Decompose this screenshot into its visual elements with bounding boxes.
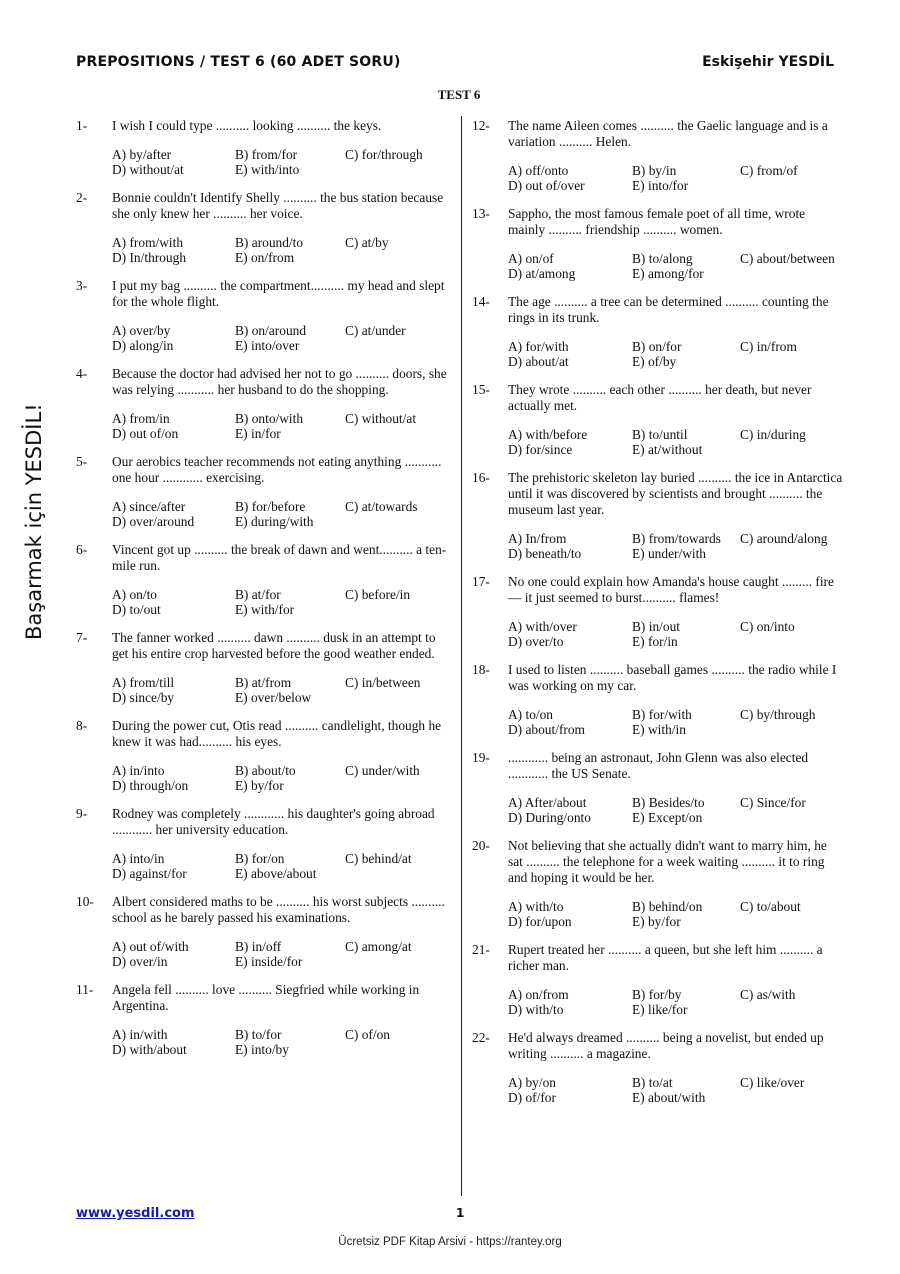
answer-option: D) at/among bbox=[508, 266, 576, 281]
question-text: I used to listen .......... baseball games .......... the radio while I was working on my car. bbox=[508, 662, 837, 693]
question-item bbox=[76, 454, 454, 529]
question-text: Rupert treated her .......... a queen, but she left him .......... a richer man. bbox=[508, 942, 823, 973]
answer-option: A) with/over bbox=[508, 619, 577, 634]
question-number: 4- bbox=[76, 366, 88, 381]
question-item bbox=[472, 574, 844, 649]
question-text: Albert considered maths to be .......... his worst subjects .......... school as he barely passed his examinations. bbox=[112, 894, 445, 925]
answer-option: A) from/with bbox=[112, 235, 184, 250]
answer-option: B) by/in bbox=[632, 163, 677, 178]
answer-options bbox=[508, 531, 844, 561]
question-number: 18- bbox=[472, 662, 490, 677]
question-item bbox=[472, 294, 844, 369]
answer-option: B) Besides/to bbox=[632, 795, 705, 810]
question-text: Vincent got up .......... the break of dawn and went.......... a ten-mile run. bbox=[112, 542, 447, 573]
question-text: ............ being an astronaut, John Glenn was also elected ............ the US Senate. bbox=[508, 750, 809, 781]
document-header-title: PREPOSITIONS / TEST 6 (60 ADET SORU) bbox=[76, 54, 401, 70]
question-number: 11- bbox=[76, 982, 94, 997]
answer-option: E) with/in bbox=[632, 722, 686, 737]
answer-options bbox=[112, 411, 454, 441]
answer-options bbox=[112, 587, 454, 617]
question-number: 3- bbox=[76, 278, 88, 293]
answer-option: C) in/from bbox=[740, 339, 797, 354]
question-text: The prehistoric skeleton lay buried .......... the ice in Antarctica until it was discovered by scientists and brought .......... the museum last year. bbox=[508, 470, 843, 517]
answer-option: E) Except/on bbox=[632, 810, 703, 825]
question-text: The name Aileen comes .......... the Gaelic language and is a variation .......... Helen. bbox=[508, 118, 828, 149]
question-text: Rodney was completely ............ his daughter's going abroad ............ her university education. bbox=[112, 806, 435, 837]
answer-option: E) on/from bbox=[235, 250, 295, 265]
question-text: Because the doctor had advised her not to go .......... doors, she was relying ........... her husband to do the shopping. bbox=[112, 366, 447, 397]
answer-option: E) of/by bbox=[632, 354, 677, 369]
answer-option: E) inside/for bbox=[235, 954, 303, 969]
answer-option: C) on/into bbox=[740, 619, 795, 634]
test-title: TEST 6 bbox=[437, 87, 481, 102]
questions-column-right bbox=[472, 118, 844, 1118]
answer-options bbox=[112, 851, 454, 881]
answer-option: A) since/after bbox=[112, 499, 186, 514]
question-item bbox=[76, 982, 454, 1057]
answer-options bbox=[112, 1027, 454, 1057]
answer-options bbox=[508, 163, 844, 193]
answer-options bbox=[508, 987, 844, 1017]
answer-option: B) in/off bbox=[235, 939, 282, 954]
answer-option: B) for/on bbox=[235, 851, 285, 866]
answer-option: B) for/by bbox=[632, 987, 682, 1002]
answer-option: B) to/along bbox=[632, 251, 693, 266]
answer-option: D) to/out bbox=[112, 602, 161, 617]
answer-option: E) under/with bbox=[632, 546, 707, 561]
question-item bbox=[472, 750, 844, 825]
question-number: 13- bbox=[472, 206, 490, 221]
question-text: I put my bag .......... the compartment.......... my head and slept for the whole flight. bbox=[112, 278, 445, 309]
answer-options bbox=[112, 675, 454, 705]
answer-option: E) during/with bbox=[235, 514, 314, 529]
question-number: 16- bbox=[472, 470, 490, 485]
question-text: Our aerobics teacher recommends not eating anything ........... one hour ............ exercising. bbox=[112, 454, 442, 485]
question-number: 10- bbox=[76, 894, 94, 909]
answer-option: C) as/with bbox=[740, 987, 796, 1002]
answer-options bbox=[508, 1075, 844, 1105]
question-item bbox=[76, 806, 454, 881]
answer-option: D) with/about bbox=[112, 1042, 187, 1057]
question-number: 15- bbox=[472, 382, 490, 397]
answer-option: A) from/till bbox=[112, 675, 175, 690]
question-number: 19- bbox=[472, 750, 490, 765]
answer-option: D) since/by bbox=[112, 690, 175, 705]
question-number: 22- bbox=[472, 1030, 490, 1045]
question-item bbox=[472, 838, 844, 929]
answer-option: B) for/with bbox=[632, 707, 692, 722]
answer-option: E) about/with bbox=[632, 1090, 706, 1105]
answer-option: A) in/with bbox=[112, 1027, 168, 1042]
question-item bbox=[472, 118, 844, 193]
question-number: 1- bbox=[76, 118, 88, 133]
answer-option: B) in/out bbox=[632, 619, 680, 634]
answer-option: D) through/on bbox=[112, 778, 189, 793]
answer-option: C) from/of bbox=[740, 163, 798, 178]
answer-option: C) of/on bbox=[345, 1027, 391, 1042]
answer-options bbox=[112, 939, 454, 969]
answer-option: C) at/by bbox=[345, 235, 389, 250]
answer-option: C) about/between bbox=[740, 251, 835, 266]
answer-option: D) over/to bbox=[508, 634, 564, 649]
question-item bbox=[76, 190, 454, 265]
answer-option: C) among/at bbox=[345, 939, 412, 954]
answer-option: E) with/for bbox=[235, 602, 295, 617]
answer-option: C) under/with bbox=[345, 763, 420, 778]
answer-option: C) at/under bbox=[345, 323, 406, 338]
page-number: 1 bbox=[456, 1206, 465, 1220]
answer-option: A) with/before bbox=[508, 427, 588, 442]
answer-option: D) of/for bbox=[508, 1090, 556, 1105]
answer-option: D) with/to bbox=[508, 1002, 564, 1017]
question-number: 8- bbox=[76, 718, 88, 733]
answer-option: E) in/for bbox=[235, 426, 281, 441]
question-text: Sappho, the most famous female poet of all time, wrote mainly .......... friendship .......... women. bbox=[508, 206, 806, 237]
question-number: 20- bbox=[472, 838, 490, 853]
answer-option: E) like/for bbox=[632, 1002, 688, 1017]
answer-option: C) like/over bbox=[740, 1075, 805, 1090]
answer-option: E) over/below bbox=[235, 690, 312, 705]
answer-option: D) against/for bbox=[112, 866, 187, 881]
answer-options bbox=[112, 763, 454, 793]
answer-option: B) to/until bbox=[632, 427, 688, 442]
question-item bbox=[76, 894, 454, 969]
answer-options bbox=[112, 499, 454, 529]
answer-option: C) at/towards bbox=[345, 499, 418, 514]
question-text: The fanner worked .......... dawn .......... dusk in an attempt to get his entire crop harvested before the good weather ended. bbox=[112, 630, 436, 661]
answer-option: D) In/through bbox=[112, 250, 187, 265]
question-text: I wish I could type .......... looking .......... the keys. bbox=[112, 118, 382, 133]
side-slogan: Başarmak için YESDİL! bbox=[22, 403, 46, 640]
question-number: 7- bbox=[76, 630, 88, 645]
answer-option: E) above/about bbox=[235, 866, 317, 881]
question-number: 12- bbox=[472, 118, 490, 133]
answer-option: C) behind/at bbox=[345, 851, 412, 866]
question-item bbox=[472, 1030, 844, 1105]
answer-option: B) on/for bbox=[632, 339, 682, 354]
question-number: 21- bbox=[472, 942, 490, 957]
answer-options bbox=[112, 323, 454, 353]
answer-option: C) by/through bbox=[740, 707, 816, 722]
answer-option: C) in/between bbox=[345, 675, 421, 690]
answer-option: D) over/around bbox=[112, 514, 195, 529]
answer-option: D) out of/on bbox=[112, 426, 179, 441]
question-text: The age .......... a tree can be determined .......... counting the rings in its trunk. bbox=[508, 294, 829, 325]
question-text: No one could explain how Amanda's house caught ......... fire — it just seemed to burst.......... flames! bbox=[508, 574, 834, 605]
answer-option: E) for/in bbox=[632, 634, 678, 649]
question-item bbox=[472, 662, 844, 737]
answer-option: A) in/into bbox=[112, 763, 165, 778]
answer-option: E) by/for bbox=[632, 914, 681, 929]
answer-options bbox=[508, 427, 844, 457]
answer-options bbox=[508, 707, 844, 737]
answer-option: E) into/for bbox=[632, 178, 689, 193]
question-item bbox=[76, 366, 454, 441]
answer-option: B) at/from bbox=[235, 675, 292, 690]
question-number: 14- bbox=[472, 294, 490, 309]
answer-option: A) over/by bbox=[112, 323, 171, 338]
document-header-brand: Eskişehir YESDİL bbox=[702, 54, 834, 70]
answer-option: D) along/in bbox=[112, 338, 174, 353]
answer-option: B) around/to bbox=[235, 235, 304, 250]
answer-options bbox=[508, 251, 844, 281]
answer-option: B) onto/with bbox=[235, 411, 304, 426]
answer-option: C) in/during bbox=[740, 427, 806, 442]
answer-option: C) Since/for bbox=[740, 795, 806, 810]
answer-option: B) from/for bbox=[235, 147, 298, 162]
answer-option: D) out of/over bbox=[508, 178, 585, 193]
question-item bbox=[76, 118, 454, 177]
answer-option: B) on/around bbox=[235, 323, 307, 338]
answer-option: B) at/for bbox=[235, 587, 281, 602]
footer-note: Ücretsiz PDF Kitap Arsivi - https://rantey.org bbox=[338, 1236, 562, 1248]
answer-options bbox=[508, 899, 844, 929]
answer-option: D) During/onto bbox=[508, 810, 591, 825]
answer-option: A) on/from bbox=[508, 987, 569, 1002]
answer-option: A) off/onto bbox=[508, 163, 569, 178]
question-text: During the power cut, Otis read .......... candlelight, though he knew it was had.......... his eyes. bbox=[112, 718, 442, 749]
answer-option: D) about/from bbox=[508, 722, 585, 737]
question-number: 17- bbox=[472, 574, 490, 589]
answer-option: B) to/at bbox=[632, 1075, 673, 1090]
answer-option: A) out of/with bbox=[112, 939, 189, 954]
answer-options bbox=[508, 795, 844, 825]
question-number: 6- bbox=[76, 542, 88, 557]
answer-option: A) with/to bbox=[508, 899, 564, 914]
answer-option: D) about/at bbox=[508, 354, 569, 369]
column-divider bbox=[461, 116, 462, 1196]
answer-option: E) into/by bbox=[235, 1042, 289, 1057]
questions-column-left bbox=[76, 118, 454, 1070]
answer-option: E) by/for bbox=[235, 778, 284, 793]
answer-option: B) behind/on bbox=[632, 899, 703, 914]
question-item bbox=[76, 278, 454, 353]
answer-option: A) for/with bbox=[508, 339, 569, 354]
answer-option: E) among/for bbox=[632, 266, 704, 281]
website-link[interactable]: www.yesdil.com bbox=[76, 1206, 195, 1221]
question-number: 2- bbox=[76, 190, 88, 205]
question-item bbox=[472, 470, 844, 561]
answer-option: A) by/after bbox=[112, 147, 172, 162]
answer-option: A) on/to bbox=[112, 587, 158, 602]
answer-option: D) beneath/to bbox=[508, 546, 582, 561]
answer-option: A) from/in bbox=[112, 411, 170, 426]
question-item bbox=[472, 206, 844, 281]
question-number: 5- bbox=[76, 454, 88, 469]
answer-option: B) from/towards bbox=[632, 531, 721, 546]
question-text: He'd always dreamed .......... being a novelist, but ended up writing .......... a magazine. bbox=[508, 1030, 824, 1061]
answer-option: C) without/at bbox=[345, 411, 417, 426]
answer-option: D) over/in bbox=[112, 954, 168, 969]
answer-option: B) about/to bbox=[235, 763, 296, 778]
answer-option: D) for/since bbox=[508, 442, 573, 457]
answer-option: A) into/in bbox=[112, 851, 165, 866]
answer-option: B) to/for bbox=[235, 1027, 282, 1042]
question-item bbox=[472, 382, 844, 457]
answer-option: E) with/into bbox=[235, 162, 300, 177]
question-number: 9- bbox=[76, 806, 88, 821]
question-item bbox=[76, 630, 454, 705]
question-text: Bonnie couldn't Identify Shelly .......... the bus station because she only knew her .......... her voice. bbox=[112, 190, 444, 221]
answer-options bbox=[508, 619, 844, 649]
answer-options bbox=[508, 339, 844, 369]
answer-options bbox=[112, 147, 454, 177]
answer-option: C) around/along bbox=[740, 531, 828, 546]
answer-option: E) at/without bbox=[632, 442, 703, 457]
answer-option: E) into/over bbox=[235, 338, 300, 353]
answer-option: D) without/at bbox=[112, 162, 184, 177]
question-text: Not believing that she actually didn't want to marry him, he sat .......... the telephone for a week waiting .......... it to ring and hoping it would be her. bbox=[508, 838, 827, 885]
question-item bbox=[76, 718, 454, 793]
answer-options bbox=[112, 235, 454, 265]
answer-option: A) After/about bbox=[508, 795, 587, 810]
answer-option: A) on/of bbox=[508, 251, 554, 266]
answer-option: D) for/upon bbox=[508, 914, 572, 929]
question-item bbox=[76, 542, 454, 617]
answer-option: C) for/through bbox=[345, 147, 423, 162]
question-text: Angela fell .......... love .......... Siegfried while working in Argentina. bbox=[112, 982, 420, 1013]
question-item bbox=[472, 942, 844, 1017]
answer-option: A) In/from bbox=[508, 531, 567, 546]
answer-option: C) before/in bbox=[345, 587, 411, 602]
answer-option: C) to/about bbox=[740, 899, 801, 914]
answer-option: A) by/on bbox=[508, 1075, 556, 1090]
answer-option: B) for/before bbox=[235, 499, 306, 514]
question-text: They wrote .......... each other .......... her death, but never actually met. bbox=[508, 382, 812, 413]
answer-option: A) to/on bbox=[508, 707, 554, 722]
